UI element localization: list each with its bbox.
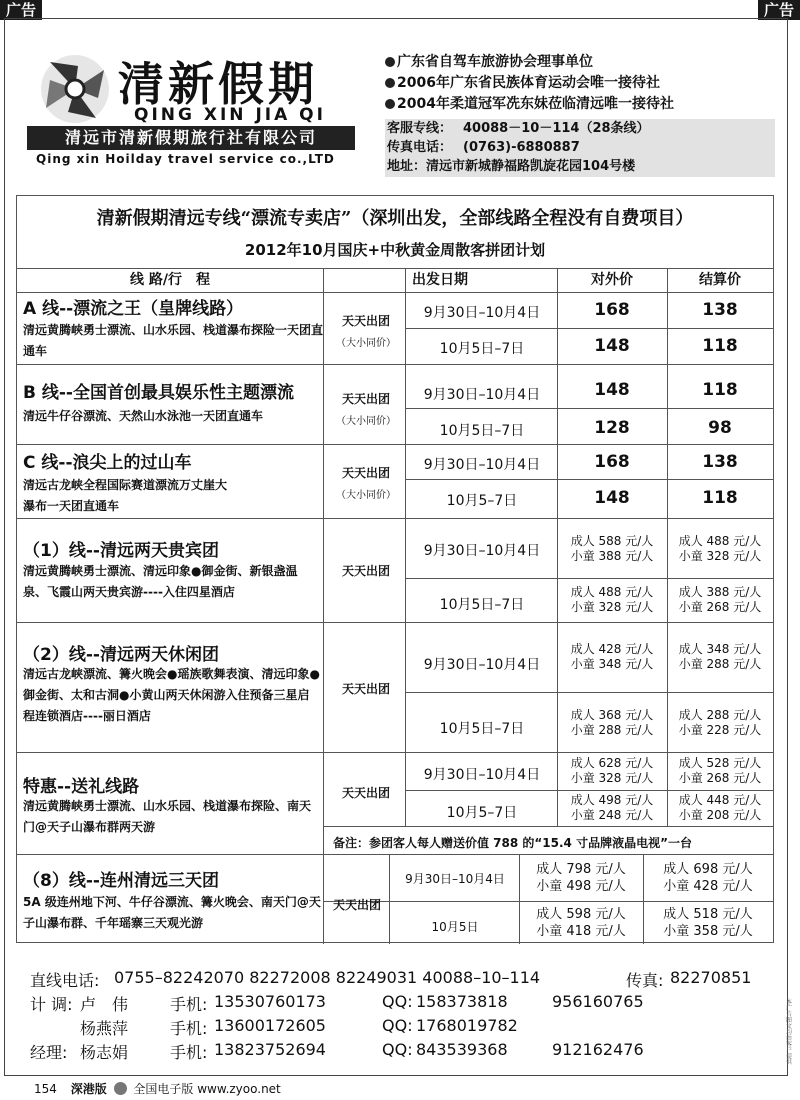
edition-label: 深港版 xyxy=(70,1082,107,1096)
public-price: 成人 488 元/人 小童 328 元/人 xyxy=(570,585,654,614)
departure-date: 9月30日–10月4日 xyxy=(423,657,541,673)
public-price: 成人 628 元/人 小童 328 元/人 xyxy=(570,756,654,785)
public-price: 148 xyxy=(594,488,630,508)
header-public-price: 对外价 xyxy=(591,272,633,288)
contact-box xyxy=(385,119,775,177)
departure-date: 10月5日–7日 xyxy=(439,597,525,613)
contact-person-row: 杨燕萍 手机: 13600172605 QQ: 1768019782 xyxy=(80,1016,518,1038)
table-title: 清新假期清远专线“漂流专卖店”（深圳出发，全部线路全程没有自费项目） xyxy=(96,208,694,229)
honor-line: 广东省自驾车旅游协会理事单位 xyxy=(385,52,780,73)
header-info xyxy=(385,52,780,174)
departure-date: 10月5–7日 xyxy=(446,805,518,821)
daily-departure: 天天出团 xyxy=(341,682,390,696)
settle-price: 98 xyxy=(708,418,732,438)
route-desc: 清远黄腾峡勇士漂流、山水乐园、栈道瀑布探险一天团直通车 xyxy=(23,323,324,358)
route-desc: 清远黄腾峡勇士漂流、清远印象●御金街、新银盏温泉、飞霞山两天贵宾游----入住四星酒店 xyxy=(23,564,298,599)
public-price: 成人 588 元/人 小童 388 元/人 xyxy=(570,534,654,563)
public-price: 168 xyxy=(594,452,630,472)
page-footer xyxy=(34,1080,281,1097)
brand-name-pinyin: QING XIN JIA QI xyxy=(134,105,326,125)
route-title: C 线--浪尖上的过山车 xyxy=(23,453,192,473)
settle-price: 138 xyxy=(702,300,738,320)
route-desc: 清远古龙峡全程国际赛道漂流万丈崖大瀑布一天团直通车 xyxy=(23,478,228,513)
departure-date: 10月5日–7日 xyxy=(439,341,525,357)
departure-date: 9月30日–10月4日 xyxy=(423,543,541,559)
route-title: A 线--漂流之王（皇牌线路） xyxy=(23,299,244,319)
settle-price: 118 xyxy=(702,380,738,400)
settle-price: 成人 288 元/人 小童 228 元/人 xyxy=(678,708,762,737)
header-settle-price: 结算价 xyxy=(699,272,741,288)
table-subtitle: 2012年10月国庆+中秋黄金周散客拼团计划 xyxy=(244,241,546,259)
public-price: 168 xyxy=(594,300,630,320)
departure-date: 10月5–7日 xyxy=(446,493,518,509)
settle-price: 118 xyxy=(702,336,738,356)
ad-tag-right: 广告 xyxy=(758,0,800,20)
departure-date: 9月30日–10月4日 xyxy=(423,457,541,473)
route-desc: 清远黄腾峡勇士漂流、山水乐园、栈道瀑布探险、南天门@天子山瀑布群两天游 xyxy=(23,799,312,834)
contact-footer xyxy=(30,968,770,1064)
departure-date: 9月30日–10月4日 xyxy=(423,767,541,783)
public-price: 成人 798 元/人 小童 498 元/人 xyxy=(536,862,626,894)
contact-person-row: 计 调: 卢 伟 手机: 13530760173 QQ: 158373818 956160765 xyxy=(30,992,644,1014)
seal-icon xyxy=(114,1082,127,1095)
daily-departure: 天天出团 xyxy=(341,564,390,578)
route-desc: 清远牛仔谷漂流、天然山水泳池一天团直通车 xyxy=(23,409,264,423)
honor-line: 2004年柔道冠军冼东妹莅临清远唯一接待社 xyxy=(385,94,780,115)
departure-date: 9月30日–10月4日 xyxy=(405,872,505,886)
route-desc: 5A 级连州地下河、牛仔谷漂流、篝火晚会、南天门@天子山瀑布群、千年瑶寨三天观光游 xyxy=(23,895,321,930)
ad-tag-left: 广告 xyxy=(0,0,42,20)
contact-person-row: 经理: 杨志娟 手机: 13823752694 QQ: 843539368 912162476 xyxy=(30,1040,644,1062)
site-label: 全国电子版 www.zyoo.net xyxy=(133,1082,281,1096)
route-title: B 线--全国首创最具娱乐性主题漂流 xyxy=(23,383,294,403)
public-price: 成人 598 元/人 小童 418 元/人 xyxy=(536,907,626,939)
hotline-row: 客服专线： 40088－10－114（28条线） xyxy=(387,121,650,136)
header-date: 出发日期 xyxy=(412,272,468,288)
route-title: （2）线--清远两天休闲团 xyxy=(23,645,219,665)
agency-name-cn: 清远市清新假期旅行社有限公司 xyxy=(27,126,355,150)
header-route: 线 路/行 程 xyxy=(130,272,210,288)
departure-date: 10月5日 xyxy=(431,920,479,934)
departure-date: 10月5日–7日 xyxy=(439,721,525,737)
settle-price: 成人 518 元/人 小童 358 元/人 xyxy=(663,907,753,939)
public-price: 成人 428 元/人 小童 348 元/人 xyxy=(570,642,654,671)
bullet-icon xyxy=(385,78,395,88)
fax-row: 传真电话： (0763)-6880887 xyxy=(387,140,580,155)
departure-date: 9月30日–10月4日 xyxy=(423,387,541,403)
settle-price: 成人 698 元/人 小童 428 元/人 xyxy=(663,862,753,894)
daily-departure: 天天出团 xyxy=(341,786,390,800)
settle-price: 118 xyxy=(702,488,738,508)
public-price: 148 xyxy=(594,336,630,356)
bullet-icon xyxy=(385,99,395,109)
route-title: （1）线--清远两天贵宾团 xyxy=(23,541,219,561)
direct-phone-row: 直线电话: 0755–82242070 82272008 82249031 40088–10–114 传真: 82270851 xyxy=(30,968,752,990)
public-price: 128 xyxy=(594,418,630,438)
public-price: 成人 368 元/人 小童 288 元/人 xyxy=(570,708,654,737)
settle-price: 138 xyxy=(702,452,738,472)
gift-note: 备注：参团客人每人赠送价值 788 的“15.4 寸品牌液晶电视”一台 xyxy=(333,836,692,850)
settle-price: 成人 388 元/人 小童 268 元/人 xyxy=(678,585,762,614)
settle-price: 成人 448 元/人 小童 208 元/人 xyxy=(678,793,762,822)
settle-price: 成人 488 元/人 小童 328 元/人 xyxy=(678,534,762,563)
price-table xyxy=(16,195,774,943)
departure-date: 10月5日–7日 xyxy=(439,423,525,439)
honor-line: 2006年广东省民族体育运动会唯一接待社 xyxy=(385,73,780,94)
route-desc: 清远古龙峡漂流、篝火晚会●瑶族歌舞表演、清远印象●御金街、太和古洞●小黄山两天休闲游入住预备三星启程连锁酒店----丽日酒店 xyxy=(23,667,320,723)
agency-name-en: Qing xin Hoilday travel service co.,LTD xyxy=(36,152,335,166)
settle-price: 成人 528 元/人 小童 268 元/人 xyxy=(678,756,762,785)
route-title: 特惠--送礼线路 xyxy=(23,777,140,797)
pinwheel-logo-icon xyxy=(38,52,112,126)
bullet-icon xyxy=(385,57,395,67)
disclaimer-side-text: 本广告图文均由客户提供 xyxy=(786,999,793,1066)
daily-departure: 天天出团 xyxy=(332,898,381,912)
brand-name-cn: 清新假期 xyxy=(118,57,318,111)
daily-departure: 天天出团 （大小同价） xyxy=(336,392,396,427)
page-number: 154 xyxy=(34,1082,57,1096)
public-price: 148 xyxy=(594,380,630,400)
settle-price: 成人 348 元/人 小童 288 元/人 xyxy=(678,642,762,671)
daily-departure: 天天出团 （大小同价） xyxy=(336,466,396,501)
route-title: （8）线--连州清远三天团 xyxy=(23,871,219,891)
public-price: 成人 498 元/人 小童 248 元/人 xyxy=(570,793,654,822)
departure-date: 9月30日–10月4日 xyxy=(423,305,541,321)
address-row: 地址：清远市新城静福路凯旋花园104号楼 xyxy=(387,159,636,174)
daily-departure: 天天出团 （大小同价） xyxy=(336,314,396,349)
